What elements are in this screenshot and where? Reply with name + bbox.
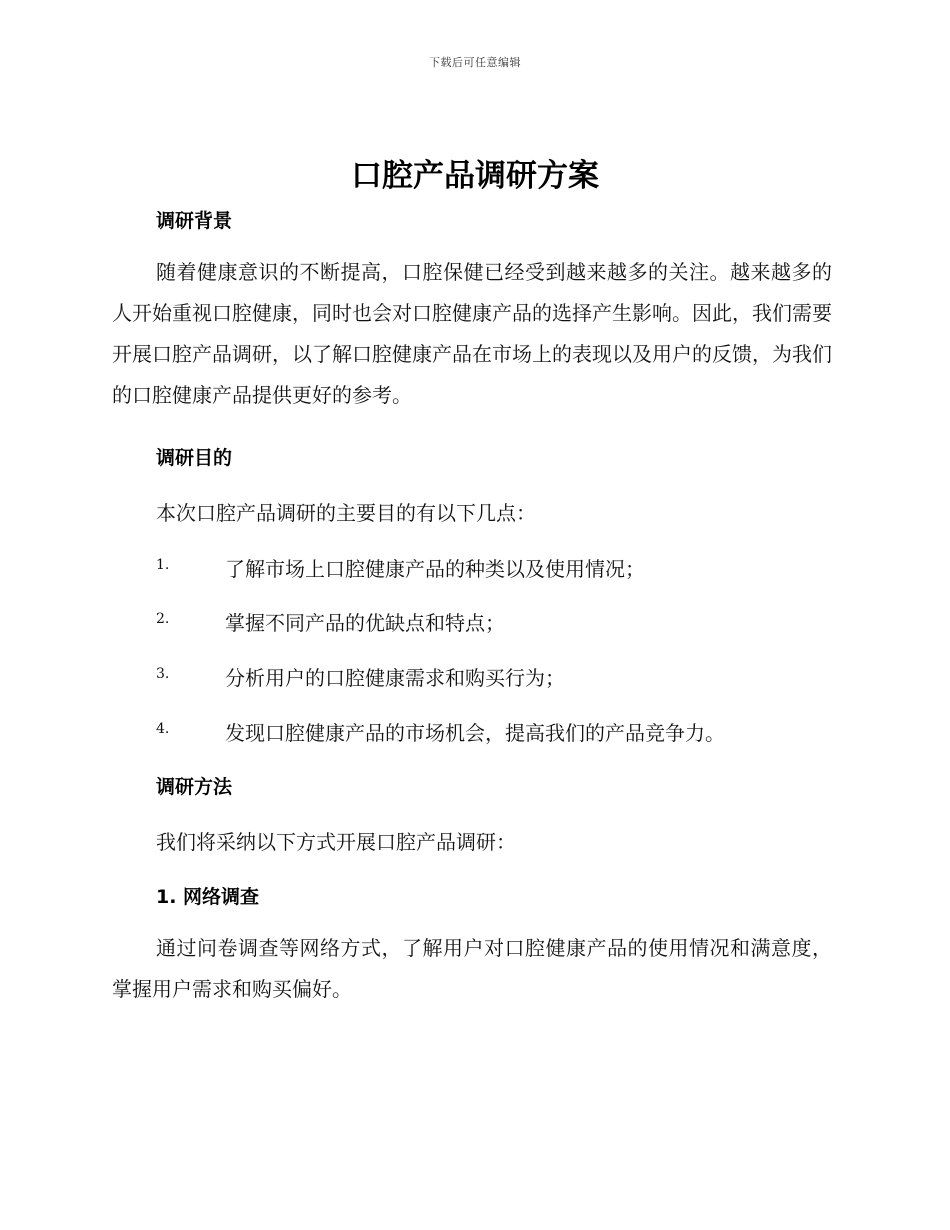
document-title: 口腔产品调研方案	[351, 158, 599, 194]
section-heading-background: 调研背景	[156, 210, 233, 232]
online-survey-paragraph: 通过问卷调查等网络方式，了解用户对口腔健康产品的使用情况和满意度，掌握用户需求和购买偏好。	[112, 936, 832, 1001]
purpose-intro: 本次口腔产品调研的主要目的有以下几点：	[156, 501, 536, 525]
list-item	[156, 607, 832, 635]
header-note: 下载后可任意编辑	[429, 56, 521, 69]
list-text: 了解市场上口腔健康产品的种类以及使用情况；	[225, 557, 645, 581]
list-text: 掌握不同产品的优缺点和特点；	[225, 611, 505, 635]
list-number: 4.	[156, 721, 170, 737]
list-text: 分析用户的口腔健康需求和购买行为；	[225, 666, 565, 690]
list-number: 1.	[156, 557, 170, 573]
section-heading-purpose: 调研目的	[156, 447, 233, 469]
method-intro: 我们将采纳以下方式开展口腔产品调研：	[156, 830, 516, 854]
sub-heading-online-survey: 1. 网络调查	[156, 886, 260, 908]
background-paragraph: 随着健康意识的不断提高，口腔保健已经受到越来越多的关注。越来越多的人开始重视口腔健康，同时也会对口腔健康产品的选择产生影响。因此，我们需要开展口腔产品调研，以了解口腔健康产品在市场上的表现以及用户的反馈，为我们的口腔健康产品提供更好的参考。	[112, 260, 832, 407]
list-item	[156, 553, 832, 581]
list-item	[156, 717, 832, 745]
list-number: 2.	[156, 611, 170, 627]
section-heading-method: 调研方法	[156, 776, 233, 798]
list-item	[156, 662, 832, 690]
list-text: 发现口腔健康产品的市场机会，提高我们的产品竞争力。	[225, 721, 725, 745]
list-number: 3.	[156, 666, 170, 682]
